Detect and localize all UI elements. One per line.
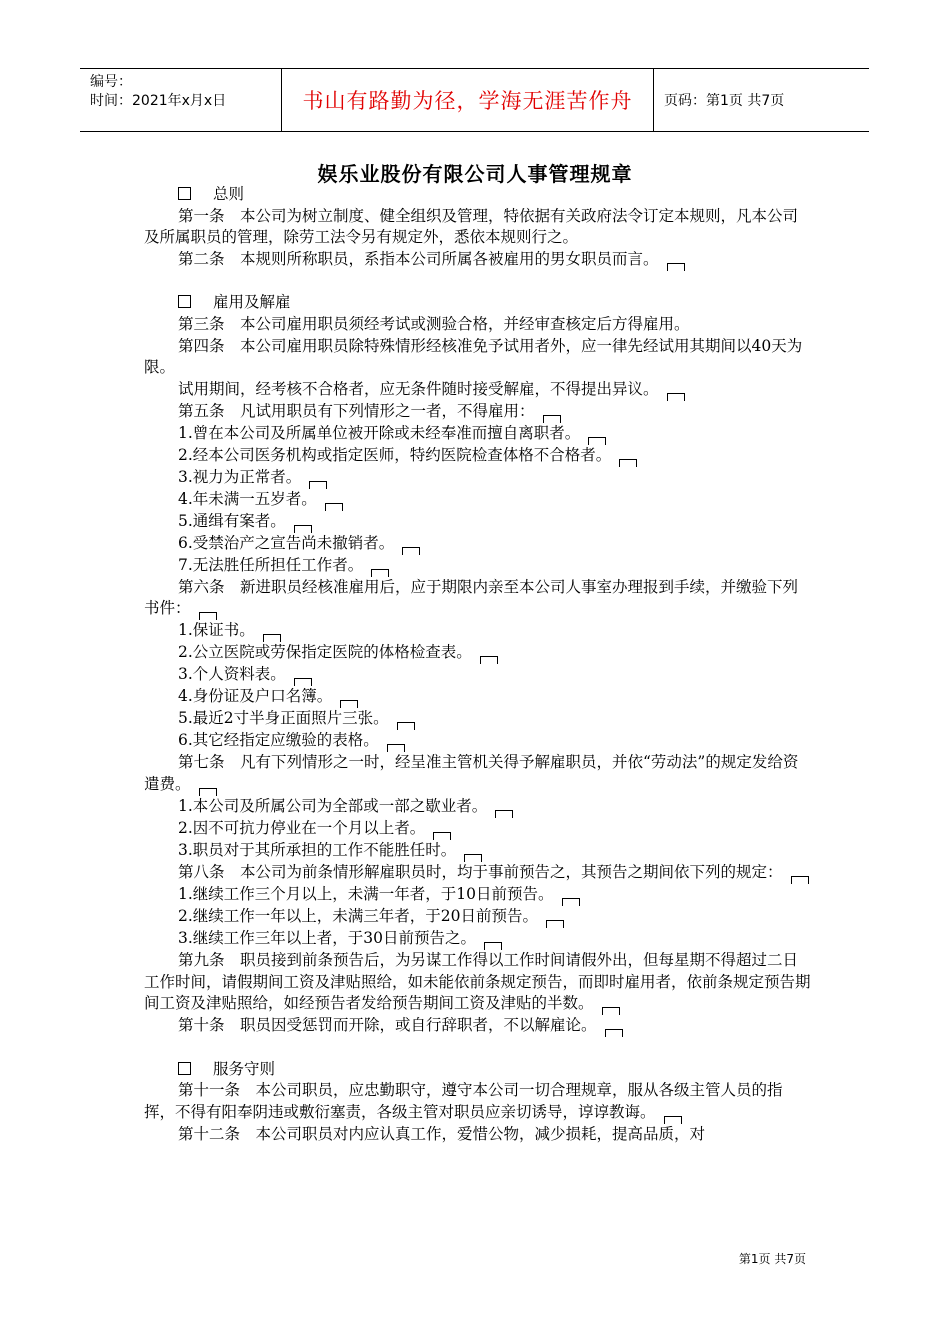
list-item: 1.继续工作三个月以上，未满一年者，于10日前预告。 (144, 884, 812, 906)
list-item: 6.其它经指定应缴验的表格。 (144, 730, 812, 752)
paragraph-mark-icon (294, 525, 312, 533)
article-paragraph: 第十二条 本公司职员对内应认真工作，爱惜公物，减少损耗，提高品质，对 (178, 1124, 706, 1143)
time-label: 时间：2021年x月x日 (90, 93, 227, 109)
paragraph-mark-icon (484, 942, 502, 950)
paragraph-mark-icon (543, 415, 561, 423)
article-paragraph: 第四条 本公司雇用职员除特殊情形经核准免予试用者外，应一律先经试用其期间以40天为限。 (144, 336, 803, 377)
list-item: 1.曾在本公司及所属单位被开除或未经奉准而擅自离职者。 (144, 423, 812, 445)
page-header (80, 68, 869, 132)
article-paragraph: 第五条 凡试用职员有下列情形之一者，不得雇用： (144, 401, 812, 423)
paragraph-mark-icon (199, 788, 217, 796)
header-meta (80, 69, 282, 131)
paragraph-mark-icon (480, 656, 498, 664)
paragraph-mark-icon (433, 832, 451, 840)
article-paragraph: 第三条 本公司雇用职员须经考试或测验合格，并经审查核定后方得雇用。 (178, 314, 690, 333)
article-paragraph: 第六条 新进职员经核准雇用后，应于期限内亲至本公司人事室办理报到手续，并缴验下列书件： (144, 577, 812, 621)
paragraph-mark-icon (199, 612, 217, 620)
list-item: 3.继续工作三年以上者，于30日前预告之。 (144, 928, 812, 950)
paragraph-mark-icon (664, 1116, 682, 1124)
list-item: 2.公立医院或劳保指定医院的体格检查表。 (144, 642, 812, 664)
paragraph-mark-icon (340, 700, 358, 708)
paragraph-mark-icon (325, 503, 343, 511)
article-paragraph: 第二条 本规则所称职员，系指本公司所属各被雇用的男女职员而言。 (144, 249, 812, 271)
list-item: 1.本公司及所属公司为全部或一部之歇业者。 (144, 796, 812, 818)
list-item: 3.个人资料表。 (144, 664, 812, 686)
paragraph-mark-icon (495, 810, 513, 818)
list-item: 2.继续工作一年以上，未满三年者，于20日前预告。 (144, 906, 812, 928)
list-item: 5.最近2寸半身正面照片三张。 (144, 708, 812, 730)
page-footer: 第1页 共7页 (738, 1252, 806, 1266)
list-item: 3.职员对于其所承担的工作不能胜任时。 (144, 840, 812, 862)
paragraph-mark-icon (387, 744, 405, 752)
section-heading: 雇用及解雇 (144, 292, 812, 314)
list-item: 试用期间，经考核不合格者，应无条件随时接受解雇，不得提出异议。 (144, 379, 812, 401)
checkbox-square-icon (178, 1062, 191, 1075)
paragraph-mark-icon (263, 634, 281, 642)
section-heading: 总则 (144, 184, 812, 206)
article-paragraph: 第九条 职员接到前条预告后，为另谋工作得以工作时间请假外出，但每星期不得超过二日工作时间，请假期间工资及津贴照给，如未能依前条规定预告，而即时雇用者，依前条规定预告期间工资及津贴照给，如经预告者发给预告期间工资及津贴的半数。 (144, 950, 812, 1015)
article-paragraph: 第一条 本公司为树立制度、健全组织及管理，特依据有关政府法令订定本规则，凡本公司及所属职员的管理，除劳工法令另有规定外，悉依本规则行之。 (144, 206, 799, 247)
blank-line (144, 1037, 812, 1059)
list-item: 3.视力为正常者。 (144, 467, 812, 489)
list-item: 2.因不可抗力停业在一个月以上者。 (144, 818, 812, 840)
paragraph-mark-icon (546, 920, 564, 928)
document-body (144, 184, 812, 1146)
number-label: 编号： (90, 74, 132, 90)
paragraph-mark-icon (294, 678, 312, 686)
paragraph-mark-icon (791, 876, 809, 884)
article-paragraph: 第八条 本公司为前条情形解雇职员时，均于事前预告之，其预告之期间依下列的规定： (144, 862, 812, 884)
paragraph-mark-icon (309, 481, 327, 489)
list-item: 2.经本公司医务机构或指定医师，特约医院检查体格不合格者。 (144, 445, 812, 467)
paragraph-mark-icon (562, 898, 580, 906)
list-item: 4.年未满一五岁者。 (144, 489, 812, 511)
paragraph-mark-icon (667, 393, 685, 401)
list-item: 6.受禁治产之宣告尚未撤销者。 (144, 533, 812, 555)
paragraph-mark-icon (371, 569, 389, 577)
header-motto: 书山有路勤为径，学海无涯苦作舟 (282, 69, 654, 131)
article-paragraph: 第十一条 本公司职员，应忠勤职守，遵守本公司一切合理规章，服从各级主管人员的指挥，不得有阳奉阴违或敷衍塞责，各级主管对职员应亲切诱导，谆谆教诲。 (144, 1080, 812, 1124)
article-paragraph: 第七条 凡有下列情形之一时，经呈准主管机关得予解雇职员，并依“劳动法”的规定发给资遣费。 (144, 752, 812, 796)
checkbox-square-icon (178, 187, 191, 200)
paragraph-mark-icon (397, 722, 415, 730)
paragraph-mark-icon (588, 437, 606, 445)
list-item: 5.通缉有案者。 (144, 511, 812, 533)
paragraph-mark-icon (619, 459, 637, 467)
paragraph-mark-icon (605, 1029, 623, 1037)
list-item: 4.身份证及户口名簿。 (144, 686, 812, 708)
document-title: 娱乐业股份有限公司人事管理规章 (317, 162, 633, 186)
list-item: 7.无法胜任所担任工作者。 (144, 555, 812, 577)
paragraph-mark-icon (602, 1007, 620, 1015)
list-item: 1.保证书。 (144, 620, 812, 642)
paragraph-mark-icon (667, 263, 685, 271)
article-paragraph: 第十条 职员因受惩罚而开除，或自行辞职者，不以解雇论。 (144, 1015, 812, 1037)
section-heading: 服务守则 (144, 1059, 812, 1081)
checkbox-square-icon (178, 295, 191, 308)
paragraph-mark-icon (464, 854, 482, 862)
blank-line (144, 271, 812, 293)
header-page-label: 页码：第1页 共7页 (664, 93, 785, 109)
paragraph-mark-icon (402, 547, 420, 555)
